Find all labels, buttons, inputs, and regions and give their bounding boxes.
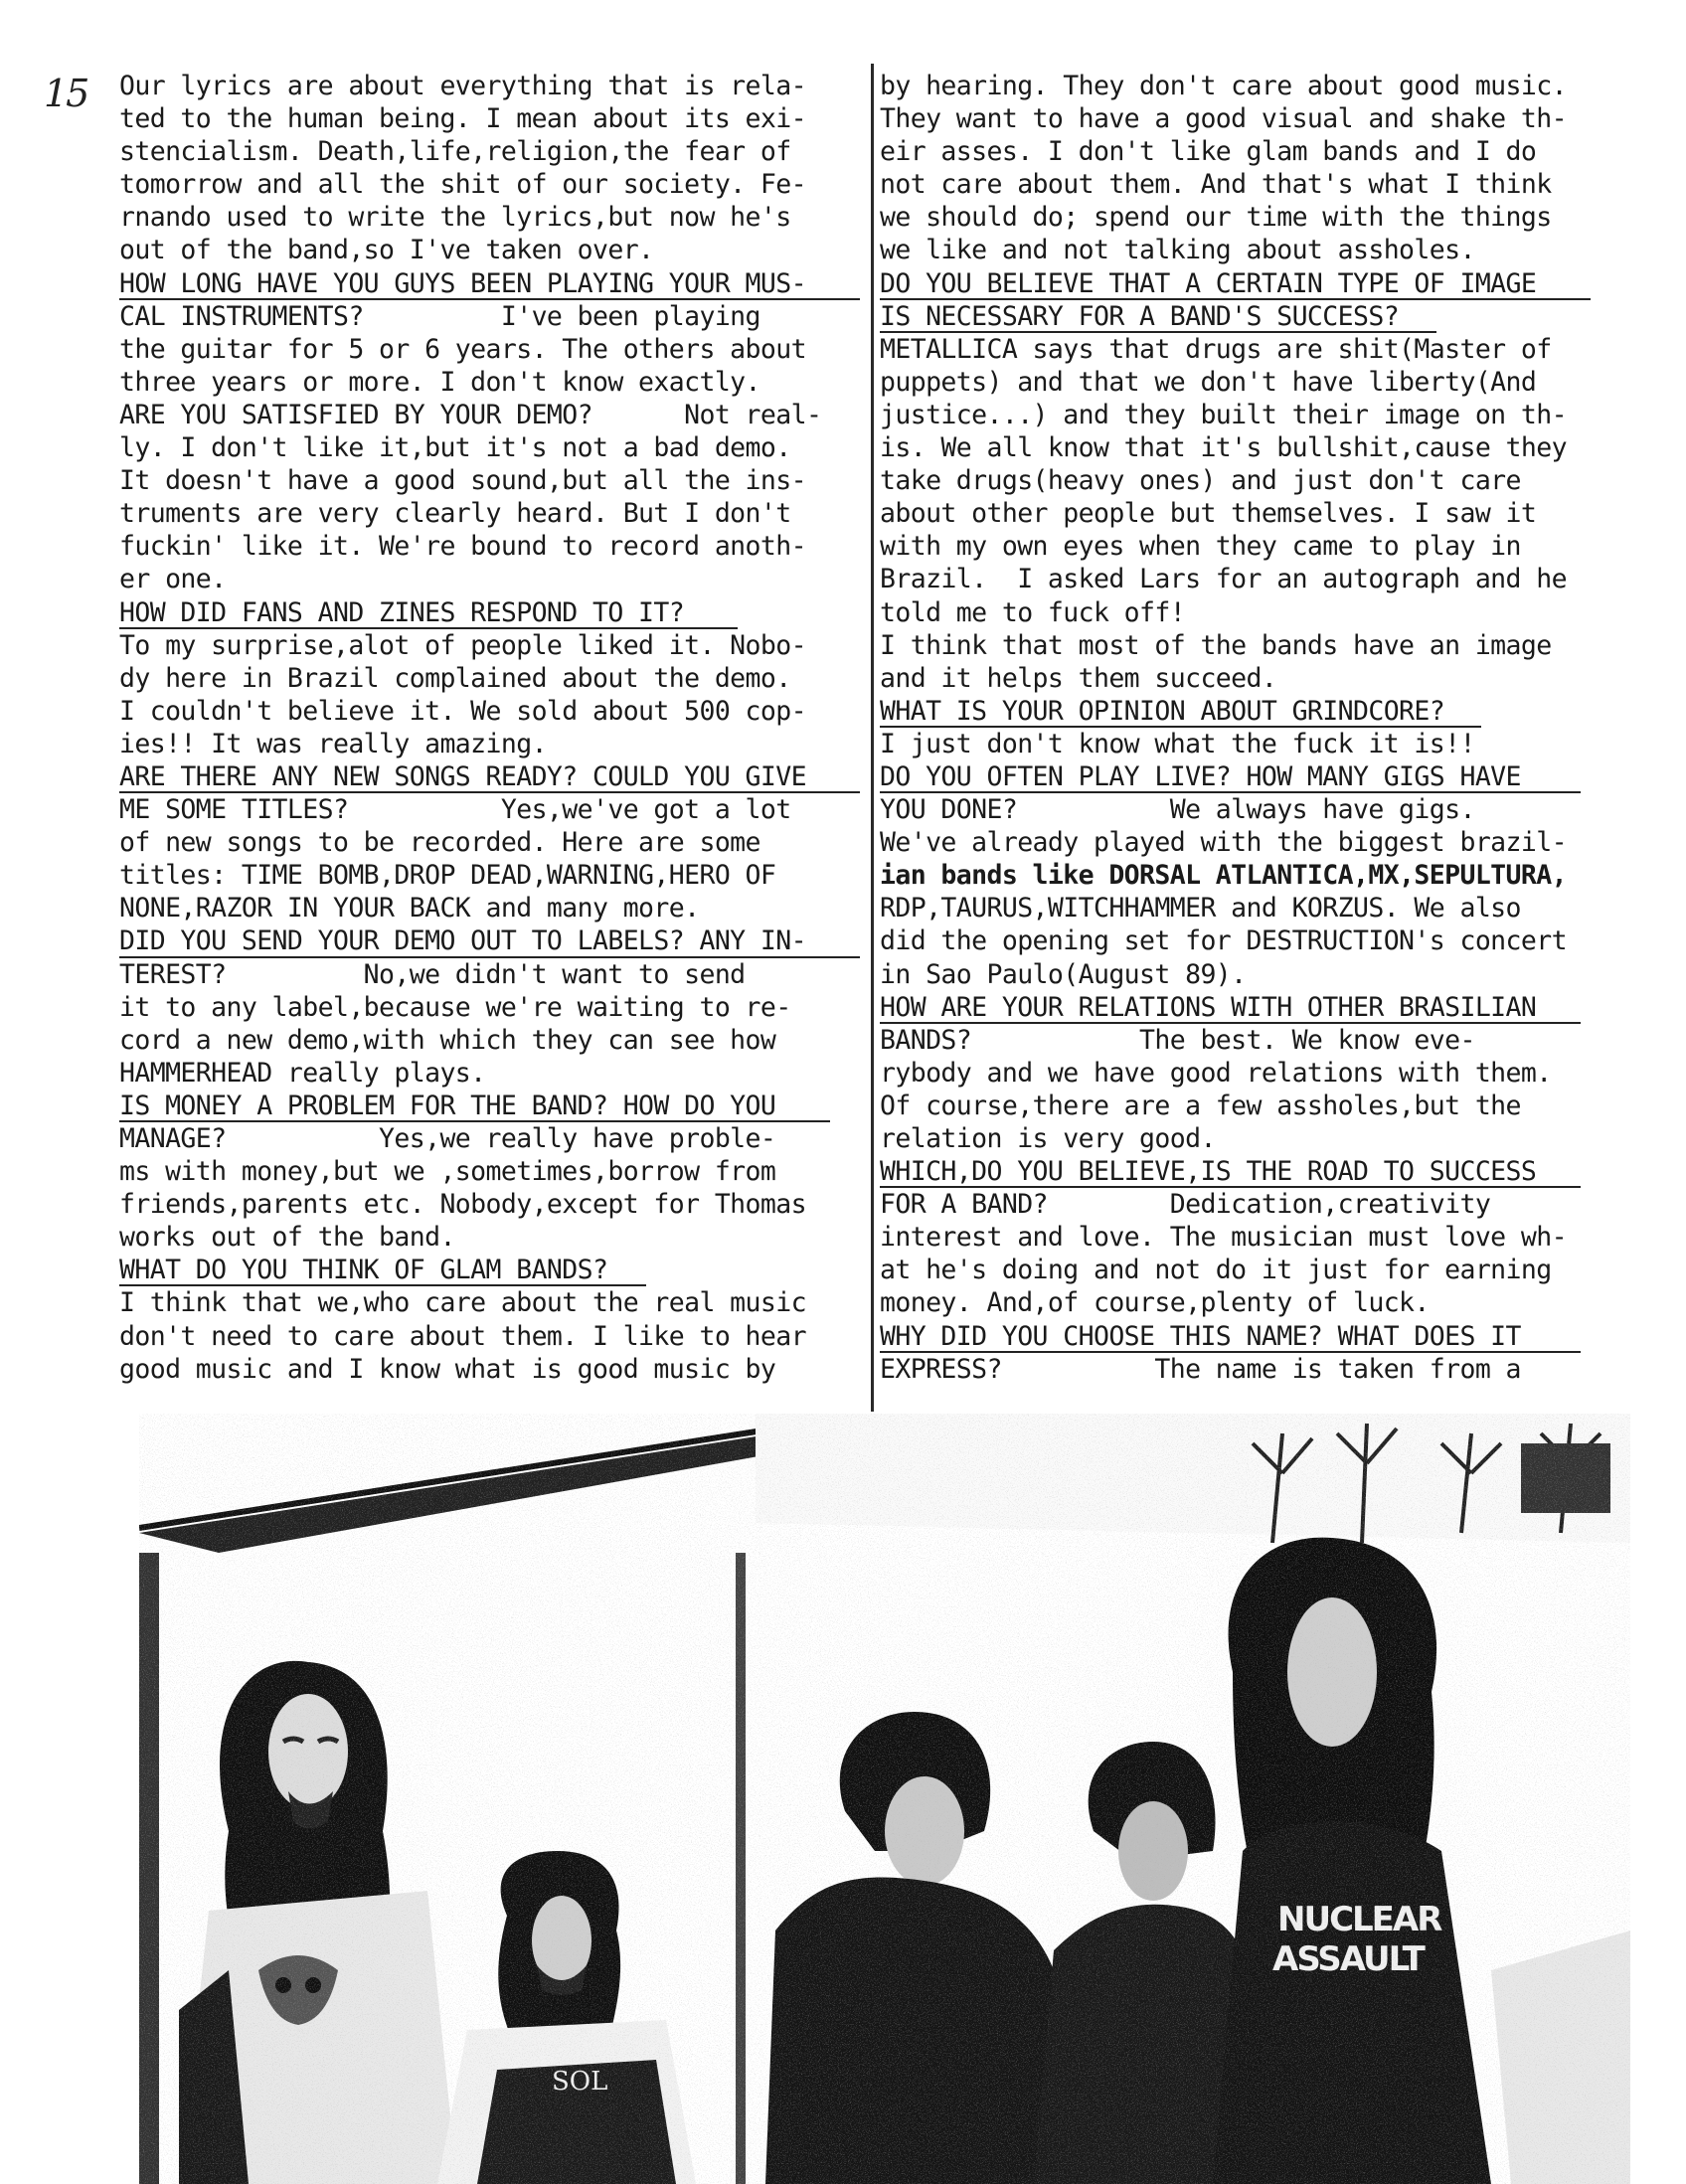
text-line: did the opening set for DESTRUCTION's concert [880, 925, 1567, 957]
text-line: justice...) and they built their image on th- [880, 399, 1567, 430]
question-line: ARE YOU SATISFIED BY YOUR DEMO? Not real- [119, 399, 822, 430]
text-line: at he's doing and not do it just for earning [880, 1255, 1552, 1286]
text-line: It doesn't have a good sound,but all the ins- [119, 465, 806, 497]
text-line: take drugs(heavy ones) and just don't care [880, 465, 1521, 497]
question-line: WHICH,DO YOU BELIEVE,IS THE ROAD TO SUCCESS [880, 1155, 1581, 1188]
text-line: of new songs to be recorded. Here are some [119, 827, 760, 859]
question-line: DID YOU SEND YOUR DEMO OUT TO LABELS? ANY IN- [119, 924, 860, 957]
question-line: DO YOU BELIEVE THAT A CERTAIN TYPE OF IMAGE [880, 267, 1591, 300]
text-line: puppets) and that we don't have liberty(And [880, 366, 1537, 398]
right-text-column [880, 70, 1630, 1386]
text-line: ian bands like DORSAL ATLANTICA,MX,SEPULTURA, [880, 860, 1567, 892]
text-line: METALLICA says that drugs are shit(Master of [880, 333, 1552, 365]
shirt-text-right-2: ASSAULT [1272, 1939, 1424, 1979]
text-line: CAL INSTRUMENTS? I've been playing [119, 300, 760, 332]
text-line: it to any label,because we're waiting to re- [119, 991, 791, 1023]
band-photo-collage [139, 1414, 1630, 2184]
question-line: HOW LONG HAVE YOU GUYS BEEN PLAYING YOUR MUS- [119, 267, 860, 300]
question-line: HOW ARE YOUR RELATIONS WITH OTHER BRASILIAN [880, 991, 1581, 1024]
question-line: WHY DID YOU CHOOSE THIS NAME? WHAT DOES IT [880, 1320, 1581, 1353]
text-line: not care about them. And that's what I think [880, 169, 1552, 201]
column-divider [871, 64, 874, 1412]
text-line: We've already played with the biggest brazil- [880, 827, 1567, 859]
text-line: Brazil. I asked Lars for an autograph and he [880, 564, 1567, 595]
text-line: I couldn't believe it. We sold about 500 cop- [119, 695, 806, 727]
text-line: HAMMERHEAD really plays. [119, 1057, 486, 1089]
text-line: by hearing. They don't care about good music. [880, 71, 1567, 101]
text-line: is. We all know that it's bullshit,cause they [880, 432, 1567, 464]
text-line: I think that we,who care about the real music [119, 1287, 806, 1319]
text-line: money. And,of course,plenty of luck. [880, 1287, 1430, 1319]
text-line: Our lyrics are about everything that is rela- [119, 71, 806, 101]
text-line: ted to the human being. I mean about its exi- [119, 103, 806, 135]
text-line: we like and not talking about assholes. [880, 235, 1475, 266]
text-line: told me to fuck off! [880, 596, 1186, 628]
text-line: we should do; spend our time with the things [880, 202, 1552, 234]
text-line: stencialism. Death,life,religion,the fear of [119, 136, 791, 168]
text-line: the guitar for 5 or 6 years. The others about [119, 333, 806, 365]
text-line: YOU DONE? We always have gigs. [880, 794, 1475, 826]
text-line: truments are very clearly heard. But I don't [119, 498, 791, 530]
text-line: three years or more. I don't know exactly. [119, 366, 760, 398]
text-line: good music and I know what is good music by [119, 1353, 776, 1385]
text-line: fuckin' like it. We're bound to record anoth- [119, 531, 806, 563]
page-number: 15 [44, 72, 88, 115]
text-line: EXPRESS? The name is taken from a [880, 1353, 1521, 1385]
text-line: relation is very good. [880, 1123, 1216, 1154]
text-line: NONE,RAZOR IN YOUR BACK and many more. [119, 893, 700, 924]
text-line: ms with money,but we ,sometimes,borrow from [119, 1156, 776, 1188]
question-line: DO YOU OFTEN PLAY LIVE? HOW MANY GIGS HAVE [880, 760, 1581, 793]
text-line: about other people but themselves. I saw it [880, 498, 1537, 530]
text-line: friends,parents etc. Nobody,except for Thomas [119, 1189, 806, 1221]
question-line: WHAT IS YOUR OPINION ABOUT GRINDCORE? [880, 695, 1481, 728]
text-line: They want to have a good visual and shake th- [880, 103, 1567, 135]
text-line: titles: TIME BOMB,DROP DEAD,WARNING,HERO OF [119, 860, 776, 892]
question-line: IS NECESSARY FOR A BAND'S SUCCESS? [880, 300, 1436, 333]
text-line: er one. [119, 564, 227, 595]
question-line: ARE THERE ANY NEW SONGS READY? COULD YOU GIVE [119, 760, 860, 793]
left-text-column [119, 70, 860, 1386]
shirt-text-left: SOL [552, 2067, 608, 2097]
text-line: I just don't know what the fuck it is!! [880, 728, 1475, 759]
question-line: HOW DID FANS AND ZINES RESPOND TO IT? [119, 596, 738, 629]
text-line: tomorrow and all the shit of our society. Fe- [119, 169, 806, 201]
text-line: ME SOME TITLES? Yes,we've got a lot [119, 794, 791, 826]
text-line: interest and love. The musician must love wh- [880, 1222, 1567, 1254]
text-line: don't need to care about them. I like to hear [119, 1320, 806, 1352]
text-line: out of the band,so I've taken over. [119, 235, 654, 266]
text-line: FOR A BAND? Dedication,creativity [880, 1189, 1491, 1221]
text-line: ly. I don't like it,but it's not a bad demo. [119, 432, 791, 464]
text-line: rybody and we have good relations with them. [880, 1057, 1552, 1089]
text-line: BANDS? The best. We know eve- [880, 1024, 1475, 1056]
text-line: Of course,there are a few assholes,but the [880, 1090, 1521, 1121]
text-line: ies!! It was really amazing. [119, 728, 547, 759]
text-line: RDP,TAURUS,WITCHHAMMER and KORZUS. We also [880, 893, 1521, 924]
text-line: MANAGE? Yes,we really have proble- [119, 1123, 776, 1154]
text-line: rnando used to write the lyrics,but now he's [119, 202, 791, 234]
text-line: with my own eyes when they came to play in [880, 531, 1521, 563]
question-line: IS MONEY A PROBLEM FOR THE BAND? HOW DO YOU [119, 1090, 830, 1122]
text-line: eir asses. I don't like glam bands and I do [880, 136, 1537, 168]
text-line: works out of the band. [119, 1222, 455, 1254]
text-line: cord a new demo,with which they can see how [119, 1024, 776, 1056]
text-line: I think that most of the bands have an image [880, 629, 1552, 661]
text-line: TEREST? No,we didn't want to send [119, 958, 746, 990]
text-line: dy here in Brazil complained about the demo. [119, 662, 791, 694]
text-line: To my surprise,alot of people liked it. Nobo- [119, 629, 806, 661]
text-line: and it helps them succeed. [880, 662, 1277, 694]
text-line: in Sao Paulo(August 89). [880, 958, 1247, 990]
question-line: WHAT DO YOU THINK OF GLAM BANDS? [119, 1254, 646, 1286]
shirt-text-right-1: NUCLEAR [1277, 1900, 1441, 1939]
